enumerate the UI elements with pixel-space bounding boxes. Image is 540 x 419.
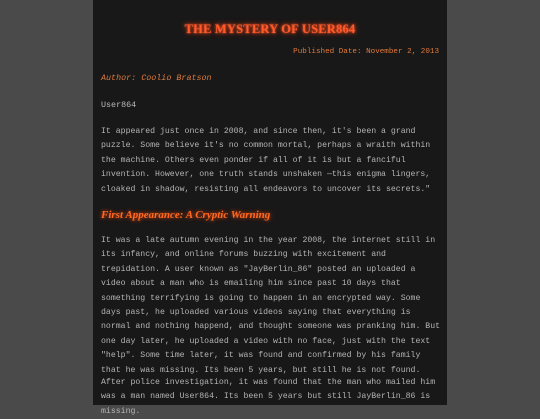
article-title: THE MYSTERY OF USER864 <box>184 22 356 36</box>
section-paragraph: It was a late autumn evening in the year 2008, the internet still in its infancy, and online forums buzzing with excitement and trepidation. A user known as "JayBerlin_86" posted an uploaded a video about a man who is emailing him since past 10 days that something terrifying is going to happen in an encrypted way. Some days past, he uploaded various videos saying that everything is normal and nothing happend, and thought someone was pranking him. But one day later, he uploaded a video with no face, just with the text "help". Some time later, it was found and confirmed by his family that he was missing. Its been 5 years, but still he is not found. <box>101 236 441 375</box>
subject-username: User864 <box>101 100 137 110</box>
section-heading: First Appearance: A Cryptic Warning <box>101 209 271 221</box>
intro-paragraph: It appeared just once in 2008, and since then, it's been a grand puzzle. Some believe it's no common mortal, perhaps a wraith within the machine. Others even ponder if all of it is but a fanciful invention. However, one truth stands unshaken —this enigma lingers, cloaked in shadow, resisting all endeavors to uncover its secrets." <box>101 127 431 194</box>
article-author: Author: Coolio Bratson <box>101 73 212 83</box>
followup-paragraph: After police investigation, it was found that the man who mailed him was a man named User864. Its been 5 years but still JayBerlin_86 is missing. <box>101 378 436 416</box>
published-date: Published Date: November 2, 2013 <box>293 48 439 56</box>
article-container <box>93 0 447 416</box>
